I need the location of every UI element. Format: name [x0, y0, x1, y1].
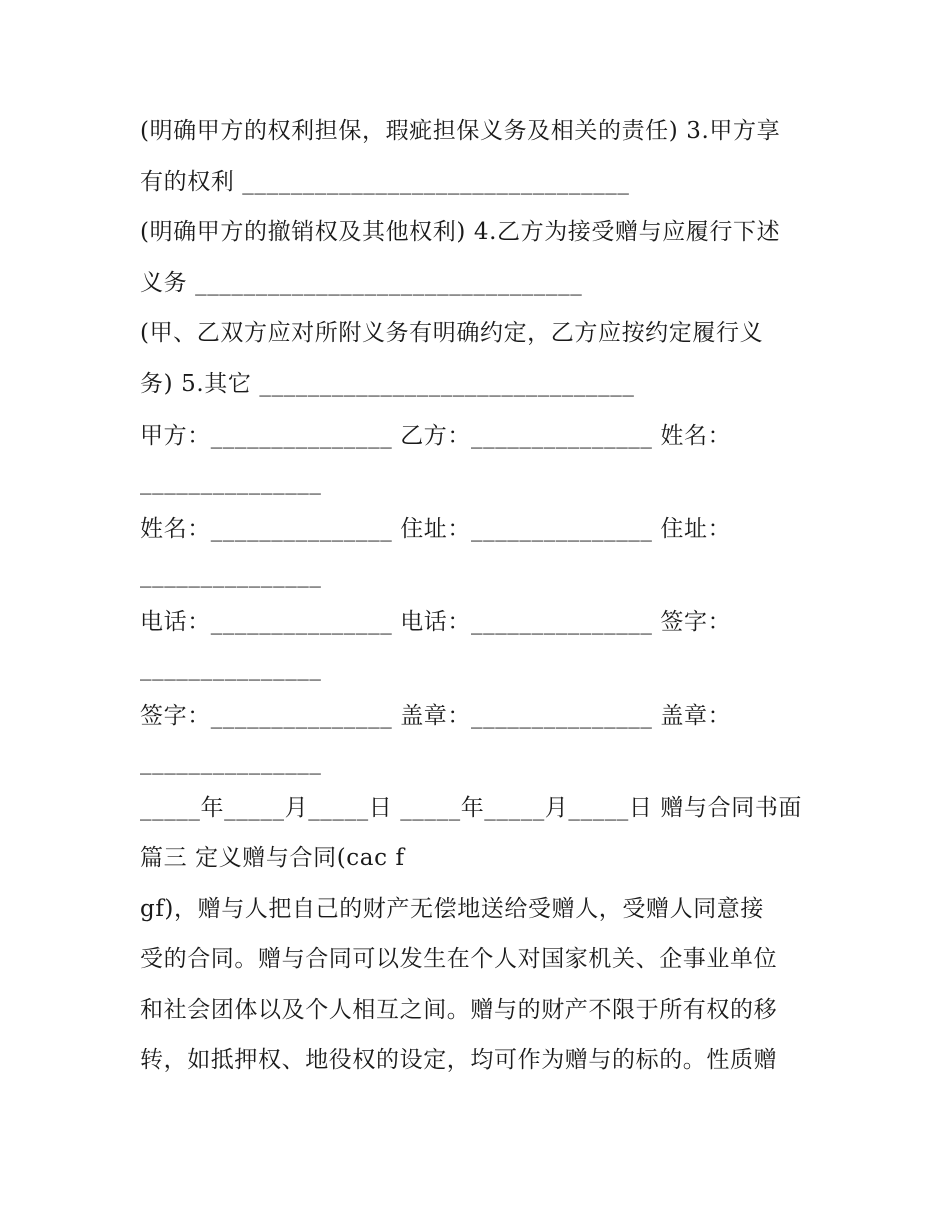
text-line: 受的合同。赠与合同可以发生在个人对国家机关、企事业单位 [140, 946, 778, 972]
form-line: 姓名：_______________ 住址：_______________ 住址： [140, 516, 732, 542]
text-line: 和社会团体以及个人相互之间。赠与的财产不限于所有权的移 [140, 997, 778, 1023]
text-line: gf)，赠与人把自己的财产无偿地送给受赠人，受赠人同意接 [140, 896, 765, 922]
text-line: (明确甲方的撤销权及其他权利) 4.乙方为接受赠与应履行下述 [140, 219, 781, 245]
text-line: 务) 5.其它 _______________________________ [140, 371, 635, 397]
text-line: (明确甲方的权利担保，瑕疵担保义务及相关的责任) 3.甲方享 [140, 118, 781, 144]
text-line: (甲、乙双方应对所附义务有明确约定，乙方应按约定履行义 [140, 320, 764, 346]
form-line: 甲方：_______________ 乙方：_______________ 姓名： [140, 423, 732, 449]
form-line: _______________ [140, 562, 322, 588]
text-line: 义务 ________________________________ [140, 270, 583, 296]
section-heading: 篇三 定义赠与合同(cac f [140, 845, 405, 871]
date-line: _____年_____月_____日 _____年_____月_____日 赠与合同书面 [140, 795, 803, 821]
form-line: _______________ [140, 655, 322, 681]
text-line: 转，如抵押权、地役权的设定，均可作为赠与的标的。性质赠 [140, 1047, 778, 1073]
form-line: _______________ [140, 749, 322, 775]
form-line: 电话：_______________ 电话：_______________ 签字： [140, 609, 732, 635]
form-line: 签字：_______________ 盖章：_______________ 盖章： [140, 703, 732, 729]
text-line: 有的权利 ________________________________ [140, 169, 630, 195]
form-line: _______________ [140, 469, 322, 495]
